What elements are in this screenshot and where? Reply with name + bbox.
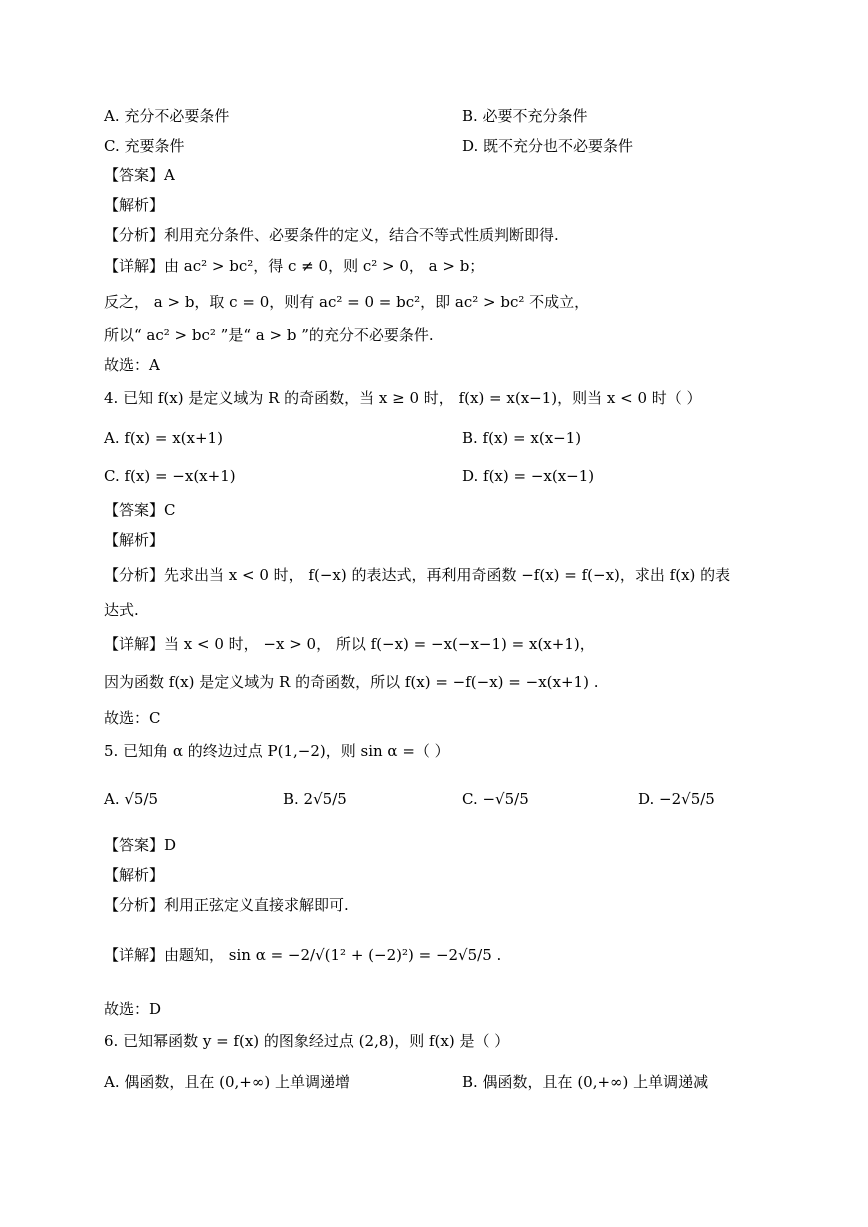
q5-answer: 【答案】D — [104, 836, 177, 854]
q4-xiangjie-1: 【详解】当 x < 0 时， −x > 0， 所以 f(−x) = −x(−x−1) = x(x+1)， — [104, 635, 595, 653]
q6-option-b: B. 偶函数，且在 (0,+∞) 上单调递减 — [462, 1073, 709, 1091]
q5-option-b: B. 2√5/5 — [283, 790, 347, 808]
q4-option-c: C. f(x) = −x(x+1) — [104, 467, 236, 485]
q5-option-d: D. −2√5/5 — [638, 790, 715, 808]
q4-answer: 【答案】C — [104, 501, 176, 519]
q3-fenxi: 【分析】利用充分条件、必要条件的定义，结合不等式性质判断即得. — [104, 226, 559, 244]
q5-option-a: A. √5/5 — [104, 790, 159, 808]
q6-option-a: A. 偶函数，且在 (0,+∞) 上单调递增 — [104, 1073, 350, 1091]
q4-fenxi-2: 达式. — [104, 601, 139, 619]
q5-analysis-heading: 【解析】 — [104, 866, 165, 884]
q3-choose: 故选：A — [104, 356, 160, 374]
q3-option-b: B. 必要不充分条件 — [462, 107, 588, 125]
q4-choose: 故选：C — [104, 709, 161, 727]
q4-fenxi-1: 【分析】先求出当 x < 0 时， f(−x) 的表达式，再利用奇函数 −f(x) = f(−x)，求出 f(x) 的表 — [104, 566, 731, 584]
q4-stem: 4. 已知 f(x) 是定义域为 R 的奇函数，当 x ≥ 0 时， f(x) = x(x−1)，则当 x < 0 时（ ） — [104, 389, 702, 407]
q5-option-c: C. −√5/5 — [462, 790, 529, 808]
q5-fenxi: 【分析】利用正弦定义直接求解即可. — [104, 896, 349, 914]
q3-answer: 【答案】A — [104, 166, 175, 184]
q3-option-a: A. 充分不必要条件 — [104, 107, 230, 125]
q3-analysis-heading: 【解析】 — [104, 196, 165, 214]
q5-choose: 故选：D — [104, 1000, 162, 1018]
q5-xiangjie: 【详解】由题知， sin α = −2/√(1² + (−2)²) = −2√5/5 . — [104, 946, 502, 964]
q3-xiangjie-2: 反之， a > b，取 c = 0，则有 ac² = 0 = bc²，即 ac² > bc² 不成立， — [104, 293, 590, 311]
q4-option-a: A. f(x) = x(x+1) — [104, 429, 223, 447]
q3-option-c: C. 充要条件 — [104, 137, 185, 155]
q3-xiangjie-1: 【详解】由 ac² > bc²，得 c ≠ 0，则 c² > 0， a > b； — [104, 257, 485, 275]
q3-xiangjie-3: 所以“ ac² > bc² ”是“ a > b ”的充分不必要条件. — [104, 326, 434, 344]
q6-stem: 6. 已知幂函数 y = f(x) 的图象经过点 (2,8)，则 f(x) 是（ ） — [104, 1032, 510, 1050]
q3-option-d: D. 既不充分也不必要条件 — [462, 137, 634, 155]
q5-stem: 5. 已知角 α 的终边过点 P(1,−2)，则 sin α =（ ） — [104, 742, 450, 760]
q4-analysis-heading: 【解析】 — [104, 531, 165, 549]
q4-xiangjie-2: 因为函数 f(x) 是定义域为 R 的奇函数，所以 f(x) = −f(−x) = −x(x+1) . — [104, 673, 599, 691]
q4-option-b: B. f(x) = x(x−1) — [462, 429, 582, 447]
q4-option-d: D. f(x) = −x(x−1) — [462, 467, 595, 485]
